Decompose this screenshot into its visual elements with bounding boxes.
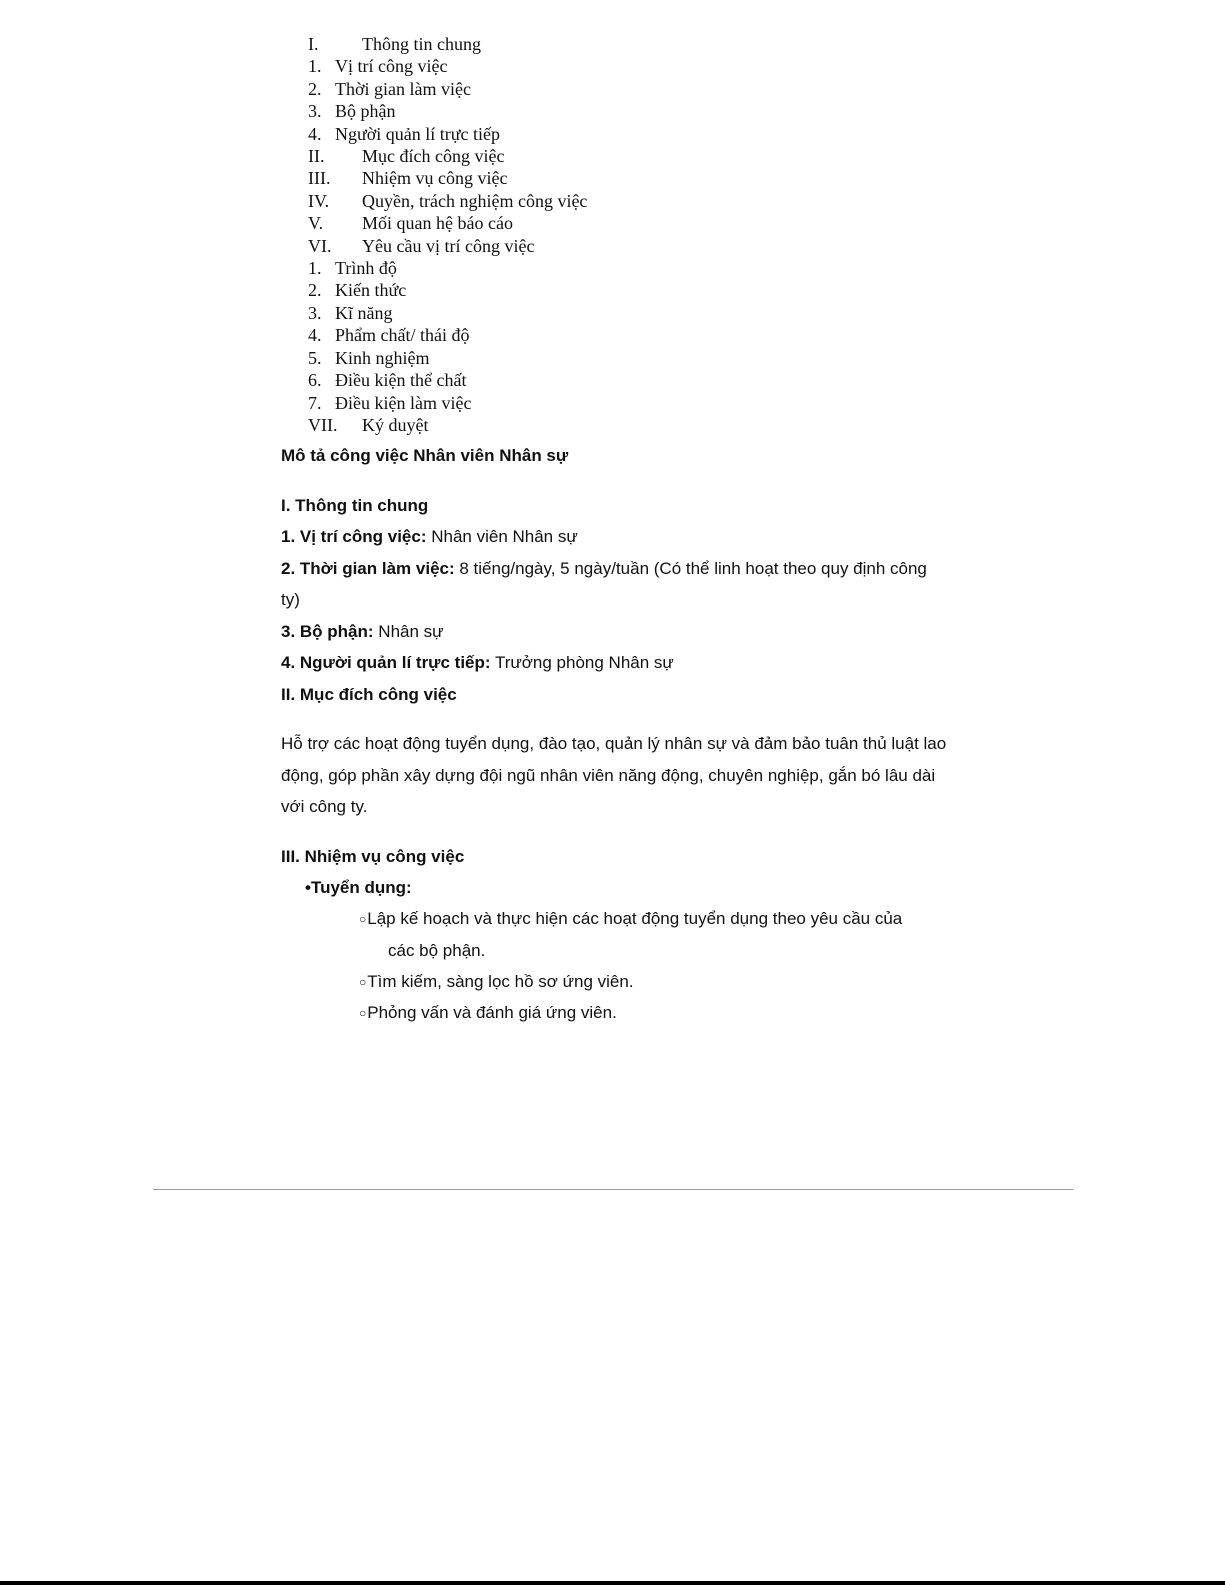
- field-label: 1. Vị trí công việc:: [281, 527, 427, 546]
- bullet-icon: •: [305, 878, 311, 897]
- circle-bullet-icon: ○: [359, 1006, 367, 1020]
- field-row: [281, 647, 674, 678]
- section-heading: II. Mục đích công việc: [281, 685, 457, 704]
- toc-number: 4.: [308, 325, 322, 346]
- toc-item: [308, 392, 587, 414]
- toc-item: [308, 190, 587, 212]
- toc-number: 5.: [308, 347, 322, 368]
- toc-text: Kiến thức: [335, 280, 407, 301]
- toc-text: Quyền, trách nghiệm công việc: [362, 190, 588, 211]
- page-divider: [153, 1189, 1073, 1190]
- toc-text: Kĩ năng: [335, 302, 393, 323]
- toc-text: Nhiệm vụ công việc: [362, 168, 508, 189]
- toc-item: [308, 324, 587, 346]
- field-label: 3. Bộ phận:: [281, 622, 374, 641]
- sub-list-item: [359, 966, 634, 999]
- toc-number: IV.: [308, 190, 330, 211]
- toc-item: [308, 55, 587, 77]
- toc-text: Người quản lí trực tiếp: [335, 123, 500, 144]
- toc-item: [308, 347, 587, 369]
- list-item-continued: các bộ phận.: [388, 941, 486, 960]
- toc-text: Bộ phận: [335, 101, 396, 122]
- toc-number: I.: [308, 34, 319, 54]
- toc-item: [308, 257, 587, 279]
- field-row: [281, 616, 444, 647]
- paragraph-line: Hỗ trợ các hoạt động tuyển dụng, đào tạo, quản lý nhân sự và đảm bảo tuân thủ luật lao: [281, 734, 947, 753]
- paragraph-line: với công ty.: [281, 797, 368, 816]
- list-item: [305, 872, 412, 903]
- toc-number: 1.: [308, 258, 322, 279]
- table-of-contents: [308, 33, 587, 436]
- toc-item: [308, 78, 587, 100]
- bottom-edge-bar: [0, 1581, 1225, 1585]
- paragraph-line: động, góp phần xây dựng đội ngũ nhân viên năng động, chuyên nghiệp, gắn bó lâu dài: [281, 766, 936, 785]
- field-value: 8 tiếng/ngày, 5 ngày/tuần (Có thể linh hoạt theo quy định công: [454, 559, 927, 578]
- field-label: 4. Người quản lí trực tiếp:: [281, 653, 491, 672]
- toc-text: Phẩm chất/ thái độ: [335, 325, 470, 346]
- toc-number: II.: [308, 146, 325, 167]
- document-title: Mô tả công việc Nhân viên Nhân sự: [281, 446, 569, 465]
- toc-number: 6.: [308, 370, 322, 391]
- toc-text: Yêu cầu vị trí công việc: [362, 235, 535, 256]
- toc-text: Mục đích công việc: [362, 146, 505, 167]
- field-value: Trưởng phòng Nhân sự: [490, 653, 674, 672]
- circle-bullet-icon: ○: [359, 912, 367, 926]
- toc-text: Điều kiện thể chất: [335, 370, 467, 391]
- field-label: 2. Thời gian làm việc:: [281, 559, 455, 578]
- toc-item: [308, 369, 587, 391]
- toc-item: [308, 414, 587, 436]
- field-row: [281, 553, 927, 584]
- toc-number: V.: [308, 213, 324, 234]
- field-row: [281, 521, 578, 552]
- toc-text: Thời gian làm việc: [335, 78, 471, 99]
- toc-item: [308, 167, 587, 189]
- toc-text: Ký duyệt: [362, 414, 429, 435]
- field-value: Nhân sự: [373, 622, 444, 641]
- toc-text: Vị trí công việc: [335, 56, 448, 77]
- list-item-text: Tìm kiếm, sàng lọc hồ sơ ứng viên.: [367, 972, 634, 991]
- toc-item: [308, 145, 587, 167]
- toc-number: VII.: [308, 414, 338, 435]
- toc-number: 2.: [308, 78, 322, 99]
- section-heading: III. Nhiệm vụ công việc: [281, 847, 465, 866]
- toc-number: III.: [308, 168, 331, 189]
- toc-text: Trình độ: [335, 258, 397, 279]
- toc-item: [308, 302, 587, 324]
- sub-list-item: [359, 997, 617, 1030]
- toc-item: [308, 100, 587, 122]
- toc-number: 3.: [308, 101, 322, 122]
- toc-item: [308, 279, 587, 301]
- circle-bullet-icon: ○: [359, 975, 367, 989]
- field-value-continued: ty): [281, 590, 300, 609]
- list-item-text: Phỏng vấn và đánh giá ứng viên.: [367, 1003, 617, 1022]
- toc-text: Kinh nghiệm: [335, 347, 430, 368]
- toc-number: 4.: [308, 123, 322, 144]
- toc-number: 1.: [308, 56, 322, 77]
- toc-item: [308, 212, 587, 234]
- sub-list-item: [359, 903, 902, 936]
- section-heading: I. Thông tin chung: [281, 496, 429, 515]
- toc-number: 7.: [308, 392, 322, 413]
- toc-text: Thông tin chung: [362, 34, 481, 54]
- toc-item: [308, 33, 587, 55]
- toc-item: [308, 123, 587, 145]
- toc-number: VI.: [308, 235, 332, 256]
- list-item-text: Tuyển dụng:: [310, 878, 412, 897]
- field-value: Nhân viên Nhân sự: [426, 527, 578, 546]
- list-item-text: Lập kế hoạch và thực hiện các hoạt động tuyển dụng theo yêu cầu của: [367, 909, 903, 928]
- toc-item: [308, 235, 587, 257]
- toc-number: 3.: [308, 302, 322, 323]
- toc-text: Mối quan hệ báo cáo: [362, 213, 513, 234]
- toc-text: Điều kiện làm việc: [335, 392, 472, 413]
- toc-number: 2.: [308, 280, 322, 301]
